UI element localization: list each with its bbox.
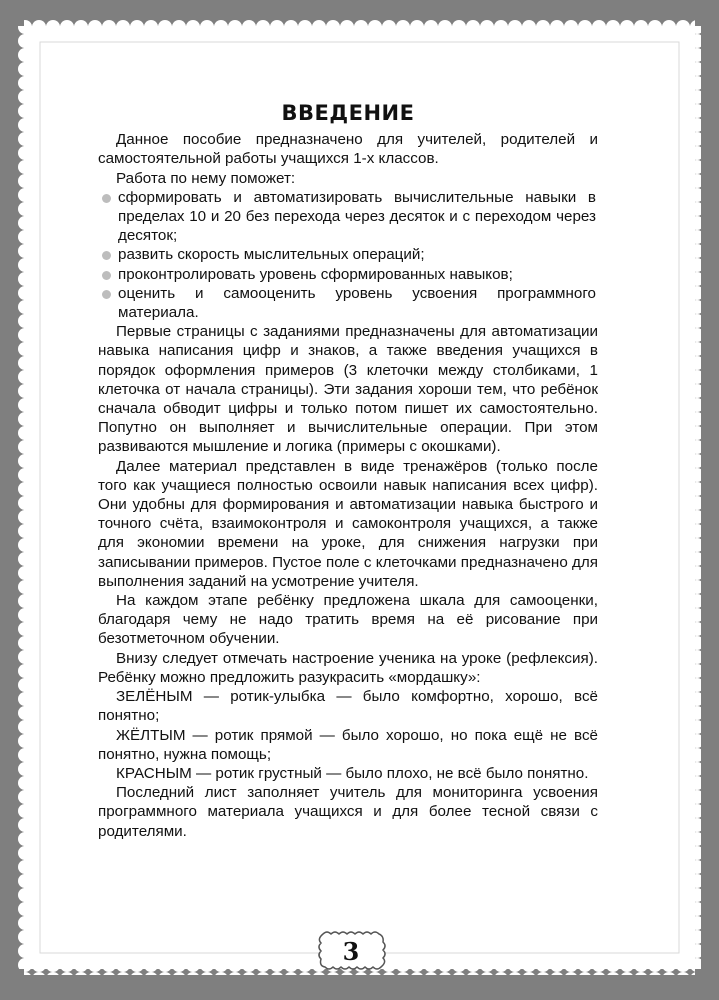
intro-paragraph: Данное пособие предназначено для учителей, родителей и самостоятельной работы учащихся 1-х классов. — [98, 131, 598, 168]
list-item: проконтролировать уровень сформированных навыков; — [98, 265, 598, 284]
paragraph-self-assessment: На каждом этапе ребёнку предложена шкала для самооценки, благодаря чему не надо тратить время на её рисование при безотметочном обучении. — [98, 592, 598, 648]
bullet-icon — [102, 194, 111, 203]
paragraph-reflection: Внизу следует отмечать настроение ученика на уроке (рефлексия). Ребёнку можно предложить разукрасить «мордашку»: — [98, 649, 598, 686]
mood-green: ЗЕЛЁНЫМ — ротик-улыбка — было комфортно, хорошо, всё понятно; — [98, 688, 598, 725]
mood-red: КРАСНЫМ — ротик грустный — было плохо, не всё было понятно. — [116, 764, 589, 782]
page-content — [98, 101, 598, 841]
bullet-icon — [102, 290, 111, 299]
mood-yellow: ЖЁЛТЫМ — ротик прямой — было хорошо, но пока ещё не всё понятно, нужна помощь; — [98, 726, 598, 763]
paragraph-trainers: Далее материал представлен в виде тренажёров (только после того как учащиеся полностью освоили навык написания всех цифр). Они удобны для формирования и автоматизации навыка быстрого и точного счёта, взаимоконтроля и самоконтроля учащихся, а также для экономии времени на уроке, для снижения нагрузки при записывании примеров. Пустое поле с клеточками предназначено для выполнения заданий на усмотрение учителя. — [98, 457, 598, 590]
page-number-badge — [313, 930, 389, 970]
paragraph-closing: Последний лист заполняет учитель для мониторинга усвоения программного материала учащихся и для более тесной связи с родителями. — [98, 784, 598, 840]
list-item: развить скорость мыслительных операций; — [98, 245, 598, 264]
page-number: 3 — [342, 937, 360, 966]
bullet-icon — [102, 271, 111, 280]
paragraph-first-pages: Первые страницы с заданиями предназначены для автоматизации навыка написания цифр и знаков, а также введения учащихся в порядок оформления примеров (3 клеточки между столбиками, 1 клеточка от начала страницы). Эти задания хороши тем, что ребёнок сначала обводит цифры и только потом пишет их самостоятельно. Попутно он выполняет и вычислительные операции. При этом развиваются мышление и логика (примеры с окошками). — [98, 323, 598, 456]
intro-lead: Работа по нему поможет: — [116, 169, 296, 187]
goals-list — [98, 188, 598, 322]
list-item: сформировать и автоматизировать вычислительные навыки в пределах 10 и 20 без перехода через десяток и с переходом через десяток; — [98, 188, 598, 246]
list-item: оценить и самооценить уровень усвоения программного материала. — [98, 284, 598, 322]
page-title: ВВЕДЕНИЕ — [281, 101, 415, 125]
bullet-icon — [102, 251, 111, 260]
